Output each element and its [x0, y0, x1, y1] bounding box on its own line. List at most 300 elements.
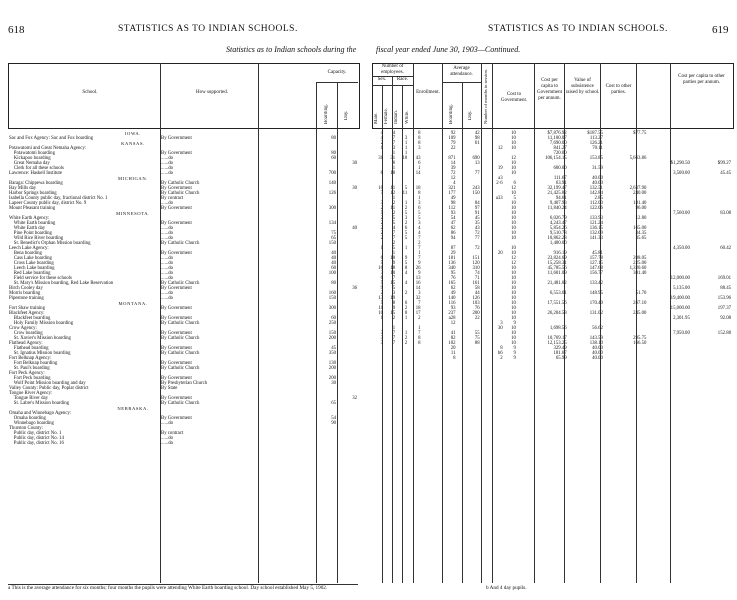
right-page: [368, 0, 736, 600]
subsistence-cell: [604, 356, 647, 361]
cost-capita-cell: $187.55: [587, 131, 603, 136]
months-cell: 10: [511, 226, 516, 231]
months-cell: 10: [511, 161, 516, 166]
female-cell: 12: [390, 191, 396, 196]
state-heading: MINNESOTA.: [116, 211, 150, 216]
months-cell: 10: [511, 141, 516, 146]
female-cell: 5: [392, 221, 396, 226]
male-cell: [372, 356, 384, 361]
cost-capita-cell: 127.15: [589, 261, 603, 266]
att-boarding-cell: 75: [474, 336, 480, 341]
subsistence-cell: 1,320.60: [629, 266, 647, 271]
other-cost-cell: 12,000.00: [670, 276, 690, 281]
male-cell: 5: [380, 261, 384, 266]
att-day-cell: 19: [497, 166, 503, 171]
att-boarding-cell: 44: [474, 291, 480, 296]
cost-cell: 111.67: [553, 176, 567, 181]
support-type: By Government: [161, 251, 192, 256]
state-heading: MONTANA.: [118, 301, 148, 306]
school-name: Fort Peck Agency:: [9, 371, 45, 376]
female-cell: 1: [392, 151, 396, 156]
school-name: St. Paul's boarding: [9, 366, 50, 371]
cost-cell: 17,551.56: [547, 301, 567, 306]
male-cell: 9: [380, 286, 384, 291]
cost-cell: 181.67: [553, 351, 567, 356]
state-heading: KANSAS.: [121, 141, 145, 146]
cost-cell: 329.49: [553, 346, 567, 351]
cost-cell: 9,407.93: [549, 201, 567, 206]
cost-capita-cell: 136.15: [589, 226, 603, 231]
school-name: St. Benedict's Orphan Mission boarding: [9, 241, 91, 246]
enrollment-cell: 98: [450, 201, 456, 206]
capacity-boarding: 30: [331, 381, 336, 386]
cost-cell: 1,698.56: [549, 326, 567, 331]
indian-cell: [396, 356, 408, 361]
support-type: ......do: [161, 166, 173, 171]
indian-cell: 8: [404, 311, 408, 316]
att-boarding-cell: 120: [472, 261, 480, 266]
female-cell: 9: [392, 261, 396, 266]
school-name: Cass Lake boarding: [9, 256, 52, 261]
support-type: By Catholic Church: [161, 241, 200, 246]
indian-cell: 3: [404, 136, 408, 141]
att-boarding-cell: 55: [474, 331, 480, 336]
att-boarding-cell: 22: [474, 316, 480, 321]
support-type: By Presbyterian Church: [161, 381, 208, 386]
school-name: Leech Lake Agency:: [9, 246, 49, 251]
support-type: By Government: [161, 306, 192, 311]
other-capita-cell: 83.08: [720, 211, 731, 216]
subsistence-cell: 166.50: [633, 341, 647, 346]
months-cell: 10: [511, 266, 516, 271]
support-type: By Government: [161, 331, 192, 336]
support-type: By Government: [161, 316, 192, 321]
subsistence-cell: 267.10: [633, 301, 647, 306]
female-cell: 11: [390, 206, 396, 211]
subsistence-cell: 208.05: [633, 256, 647, 261]
indian-cell: 1: [404, 201, 408, 206]
white-cell: 7: [418, 236, 421, 241]
female-cell: 15: [390, 281, 396, 286]
cost-capita-cell: 138.10: [589, 341, 603, 346]
enrollment-cell: 237: [448, 311, 456, 316]
school-name: St. Ignatius Mission boarding: [9, 351, 71, 356]
cost-cell: 63.91: [555, 181, 567, 186]
att-boarding-cell: 58: [474, 286, 480, 291]
cost-cell: 21,481.02: [547, 281, 567, 286]
left-table: [8, 131, 358, 446]
female-cell: 18: [390, 266, 396, 271]
school-name: Crow Agency:: [9, 326, 37, 331]
enrollment-cell: 39: [450, 166, 456, 171]
att-day-cell: 3: [500, 321, 503, 326]
white-cell: 7: [418, 256, 421, 261]
months-cell: 10: [511, 206, 516, 211]
months-cell: 10: [511, 306, 516, 311]
female-cell: 1: [392, 326, 396, 331]
enrollment-cell: 116: [448, 301, 456, 306]
other-cost-cell: 19,400.00: [670, 296, 690, 301]
white-cell: 8: [418, 131, 421, 136]
female-cell: 3: [392, 146, 396, 151]
female-cell: 10: [390, 256, 396, 261]
white-cell: 14: [415, 171, 421, 176]
months-cell: 10: [511, 336, 516, 341]
cost-capita-cell: 133.93: [589, 216, 603, 221]
school-name: Lawrence: Haskell Institute: [9, 171, 63, 176]
att-day-cell: 2·6: [496, 181, 503, 186]
school-name: St. Xavier's Mission boarding: [9, 336, 71, 341]
school-name: Thurston County:: [9, 426, 43, 431]
female-cell: 2: [392, 211, 396, 216]
support-type: ......do: [161, 266, 173, 271]
school-name: Holy Family Mission boarding: [9, 321, 74, 326]
cost-cell: 21,425.82: [547, 191, 567, 196]
school-name: Omaha boarding: [9, 416, 46, 421]
female-cell: 6: [392, 161, 396, 166]
female-cell: 4: [392, 226, 396, 231]
school-name: Fort Peck boarding: [9, 376, 51, 381]
white-cell: 18: [415, 306, 421, 311]
enrollment-cell: 321: [448, 186, 456, 191]
white-cell: 8: [418, 336, 421, 341]
enrollment-cell: 93: [450, 306, 456, 311]
school-name: Mount Pleasant training: [9, 206, 56, 211]
male-cell: 6: [380, 256, 384, 261]
support-type: By Government: [161, 286, 192, 291]
enrollment-cell: a28: [448, 316, 456, 321]
white-cell: 26: [415, 266, 421, 271]
cost-cell: 10,862.23: [547, 236, 567, 241]
school-name: Bena boarding: [9, 251, 42, 256]
support-type: By Government: [161, 396, 192, 401]
state-heading: MICHIGAN.: [117, 176, 149, 181]
male-cell: 4: [380, 131, 384, 136]
indian-cell: 6: [404, 226, 408, 231]
support-type: ......do: [161, 256, 173, 261]
support-type: ......do: [161, 296, 173, 301]
att-boarding-cell: 13: [474, 161, 480, 166]
other-capita-cell: 152.88: [717, 331, 731, 336]
months-cell: 10: [511, 136, 516, 141]
support-type: By Government: [161, 416, 192, 421]
months-cell: 5: [513, 196, 516, 201]
female-cell: 1: [392, 251, 396, 256]
att-boarding-cell: 161: [472, 281, 480, 286]
female-cell: 7: [392, 141, 396, 146]
months-cell: 10: [511, 326, 516, 331]
female-cell: 5: [392, 286, 396, 291]
capacity-day: 36: [352, 286, 357, 291]
months-cell: 9: [513, 346, 516, 351]
female-cell: 7: [392, 276, 396, 281]
enrollment-cell: 20: [450, 346, 456, 351]
support-type: By Catholic Church: [161, 281, 200, 286]
indian-cell: 9: [404, 256, 408, 261]
indian-cell: 3: [404, 216, 408, 221]
support-type: By Catholic Church: [161, 351, 200, 356]
male-cell: 2: [380, 231, 384, 236]
white-cell: 2: [418, 316, 421, 321]
enrollment-cell: 12: [450, 176, 456, 181]
white-cell: 14: [415, 286, 421, 291]
months-cell: 9: [513, 321, 516, 326]
male-cell: 2: [380, 206, 384, 211]
capacity-boarding: 700: [328, 171, 336, 176]
indian-cell: 1: [404, 151, 408, 156]
months-cell: 10: [511, 191, 516, 196]
att-day-cell: 20: [497, 251, 503, 256]
months-cell: 10: [511, 301, 516, 306]
school-name: Clerk for all these schools: [9, 166, 64, 171]
cost-capita-cell: 45.81: [592, 251, 603, 256]
male-cell: 4: [380, 136, 384, 141]
white-cell: 7: [418, 246, 421, 251]
female-cell: 15: [390, 311, 396, 316]
support-type: ......do: [161, 201, 173, 206]
enrollment-cell: 14: [450, 161, 456, 166]
white-cell: 13: [415, 276, 421, 281]
capacity-boarding: 160: [328, 291, 336, 296]
school-name: Tongue River Agency:: [9, 391, 53, 396]
female-cell: 1: [392, 166, 396, 171]
subsistence-cell: 2,637.90: [629, 186, 647, 191]
enrollment-cell: 62: [450, 226, 456, 231]
months-cell: 10: [511, 296, 516, 301]
enrollment-cell: 102: [448, 341, 456, 346]
other-capita-cell: 45.45: [720, 171, 731, 176]
att-boarding-cell: [457, 356, 481, 361]
cost-cell: 26,204.58: [547, 311, 567, 316]
enrollment-cell: 165: [448, 281, 456, 286]
school-name: Pine Point boarding: [9, 231, 52, 236]
cost-cell: 11,601.09: [547, 271, 567, 276]
running-head: STATISTICS AS TO INDIAN SCHOOLS.: [118, 24, 298, 34]
school-name: Wolf Point Mission boarding and day: [9, 381, 86, 386]
table-subtitle: Statistics as to Indian schools during the: [226, 45, 357, 54]
male-cell: 3: [380, 341, 384, 346]
cost-capita-header: Cost per capita to Government per annum.: [537, 78, 562, 101]
months-cell: 12: [511, 186, 516, 191]
indian-cell: 2: [404, 336, 408, 341]
att-boarding-cell: 72: [474, 246, 480, 251]
subsistence-cell: $77.75: [633, 131, 647, 136]
male-cell: 1: [380, 146, 384, 151]
male-cell: 10: [378, 186, 384, 191]
indian-cell: 5: [404, 261, 408, 266]
cost-capita-cell: 157.78: [589, 256, 603, 261]
indian-cell: 5: [404, 231, 408, 236]
male-cell: 3: [380, 201, 384, 206]
male-cell: 5: [380, 301, 384, 306]
att-boarding-cell: 74: [474, 271, 480, 276]
att-boarding-cell: 310: [472, 266, 480, 271]
school-name: Kickapoo boarding: [9, 156, 51, 161]
white-cell: 2: [418, 241, 421, 246]
school-name: Flathead Agency:: [9, 341, 43, 346]
school-name: St. Labre's Mission boarding: [9, 401, 70, 406]
attendance-header: Average attendance.: [450, 66, 473, 77]
att-boarding-cell: 72: [474, 231, 480, 236]
support-type: By Government: [161, 136, 192, 141]
enrollment-cell: 871: [448, 156, 456, 161]
male-cell: 6: [380, 171, 384, 176]
cost-cell: 6,553.61: [549, 291, 567, 296]
subsistence-cell: 245.00: [633, 311, 647, 316]
support-type: ......do: [161, 276, 173, 281]
female-cell: 7: [392, 236, 396, 241]
months-cell: 10: [511, 291, 516, 296]
capacity-boarding: 300: [328, 306, 336, 311]
other-cost-cell: 4,350.00: [673, 246, 690, 251]
indian-cell: 1: [404, 141, 408, 146]
att-day-cell: 12: [497, 146, 503, 151]
att-day-cell: b6: [497, 351, 503, 356]
cost-capita-cell: 133.42: [589, 281, 603, 286]
other-cost-cell: 2,301.95: [673, 316, 690, 321]
female-cell: 4: [392, 131, 396, 136]
school-name: Sac and Fox Agency: Sac and Fox boarding: [9, 136, 94, 141]
enrollment-cell: 11: [450, 351, 456, 356]
months-cell: 9: [513, 351, 516, 356]
months-cell: 10: [511, 276, 516, 281]
school-name: White Earth boarding: [9, 221, 56, 226]
support-type: ......do: [161, 291, 173, 296]
other-cost-cell: 7,560.00: [673, 211, 690, 216]
capacity-header: Capacity.: [327, 70, 347, 75]
cost-cell: 12,153.25: [547, 341, 567, 346]
white-cell: 1: [418, 326, 421, 331]
capacity-boarding: 80: [331, 151, 336, 156]
subsistence-cell: 12.80: [635, 216, 647, 221]
page-number: 618: [8, 24, 25, 36]
capacity-boarding: 140: [328, 181, 336, 186]
months-cell: 6: [513, 181, 516, 186]
white-cell: 9: [418, 271, 421, 276]
school-name: Public day, district No. 14: [9, 436, 64, 441]
table-subtitle-continued: fiscal year ended June 30, 1903—Continued.: [376, 45, 521, 54]
support-type: ......do: [161, 161, 173, 166]
months-cell: 10: [511, 231, 516, 236]
male-cell: 3: [380, 331, 384, 336]
enrollment-cell: 8: [453, 356, 456, 361]
cost-cell: 7,690.00: [549, 141, 567, 146]
support-type: By Government: [161, 346, 192, 351]
school-name: Blackfeet boarding: [9, 316, 51, 321]
female-cell: 5: [392, 246, 396, 251]
indian-cell: 2: [404, 221, 408, 226]
table-header: [8, 63, 360, 129]
cost-capita-cell: 40.00: [592, 176, 603, 181]
right-table: [372, 131, 732, 361]
white-header: White.: [405, 110, 410, 124]
female-cell: 9: [392, 306, 396, 311]
months-cell: 10: [511, 316, 516, 321]
school-name: Leech Lake boarding: [9, 266, 55, 271]
enrollment-cell: 92: [450, 131, 456, 136]
school-name: Omaha and Winnebago Agency:: [9, 411, 72, 416]
female-cell: 10: [390, 271, 396, 276]
white-cell: [408, 356, 421, 361]
school-header: School.: [82, 90, 98, 95]
capacity-boarding: 130: [328, 361, 336, 366]
support-type: By contract: [161, 196, 184, 201]
att-boarding-cell: 76: [474, 306, 480, 311]
capacity-boarding: 150: [328, 241, 336, 246]
indian-header: Indian.: [394, 109, 399, 124]
other-cost-cell: [647, 356, 690, 361]
support-type: ......do: [161, 236, 173, 241]
subsistence-cell: 165.00: [633, 226, 647, 231]
indian-cell: 1: [404, 246, 408, 251]
months-cell: 10: [511, 166, 516, 171]
male-cell: 13: [378, 296, 384, 301]
enrollment-cell: 109: [448, 136, 456, 141]
support-type: ......do: [161, 226, 173, 231]
indian-cell: 4: [404, 271, 408, 276]
support-type: By Government: [161, 376, 192, 381]
school-name: Blackfeet Agency:: [9, 311, 45, 316]
female-header: Female.: [384, 108, 389, 124]
att-day-cell: 30: [497, 326, 503, 331]
att-boarding-cell: 77: [474, 236, 480, 241]
capacity-boarding: 126: [328, 191, 336, 196]
cost-capita-cell: 31.59: [592, 166, 603, 171]
female-cell: 3: [392, 291, 396, 296]
cost-cell: 6,026.79: [549, 216, 567, 221]
months-cell: 10: [511, 341, 516, 346]
cost-capita-cell: 113.27: [589, 136, 603, 141]
att-day-cell: a33: [495, 196, 503, 201]
enrollment-cell: 112: [448, 206, 456, 211]
male-header: Male.: [374, 112, 379, 124]
months-cell: 10: [511, 146, 516, 151]
capacity-day: 32: [352, 396, 357, 401]
att-boarding-cell: 43: [474, 226, 480, 231]
white-cell: 1: [418, 251, 421, 256]
male-cell: 2: [380, 221, 384, 226]
capacity-boarding: 150: [328, 296, 336, 301]
school-name: Birch Cooley day: [9, 286, 43, 291]
female-cell: 31: [390, 156, 396, 161]
cost-capita-cell: 2.85: [594, 196, 603, 201]
months-cell: 12: [511, 156, 516, 161]
other-header: Cost to other parties.: [605, 84, 632, 95]
indian-cell: 1: [404, 331, 408, 336]
capacity-boarding: 40: [331, 256, 336, 261]
other-capita-cell: 153.96: [717, 296, 731, 301]
subsistence-cell: 181.40: [633, 201, 647, 206]
spacer: [258, 441, 316, 446]
male-cell: 1: [380, 316, 384, 321]
cost-capita-cell: 112.00: [589, 201, 603, 206]
enrollment-header: Enrollment.: [416, 90, 440, 95]
att-boarding-cell: 77: [474, 171, 480, 176]
cost-header: Cost to Government.: [500, 92, 528, 103]
support-type: By Catholic Church: [161, 366, 200, 371]
att-boarding-cell: 103: [472, 301, 480, 306]
white-cell: 4: [418, 231, 421, 236]
female-cell: 18: [390, 171, 396, 176]
state-heading: NEBRASKA.: [117, 406, 149, 411]
att-day-cell: 8: [500, 346, 503, 351]
indian-cell: 4: [404, 281, 408, 286]
capacity-boarding: 150: [328, 331, 336, 336]
indian-cell: 2: [404, 341, 408, 346]
other-capita-header: Cost per capita to other parties per annum.: [678, 74, 725, 85]
indian-cell: 8: [404, 266, 408, 271]
cost-capita-cell: 70.11: [592, 146, 603, 151]
